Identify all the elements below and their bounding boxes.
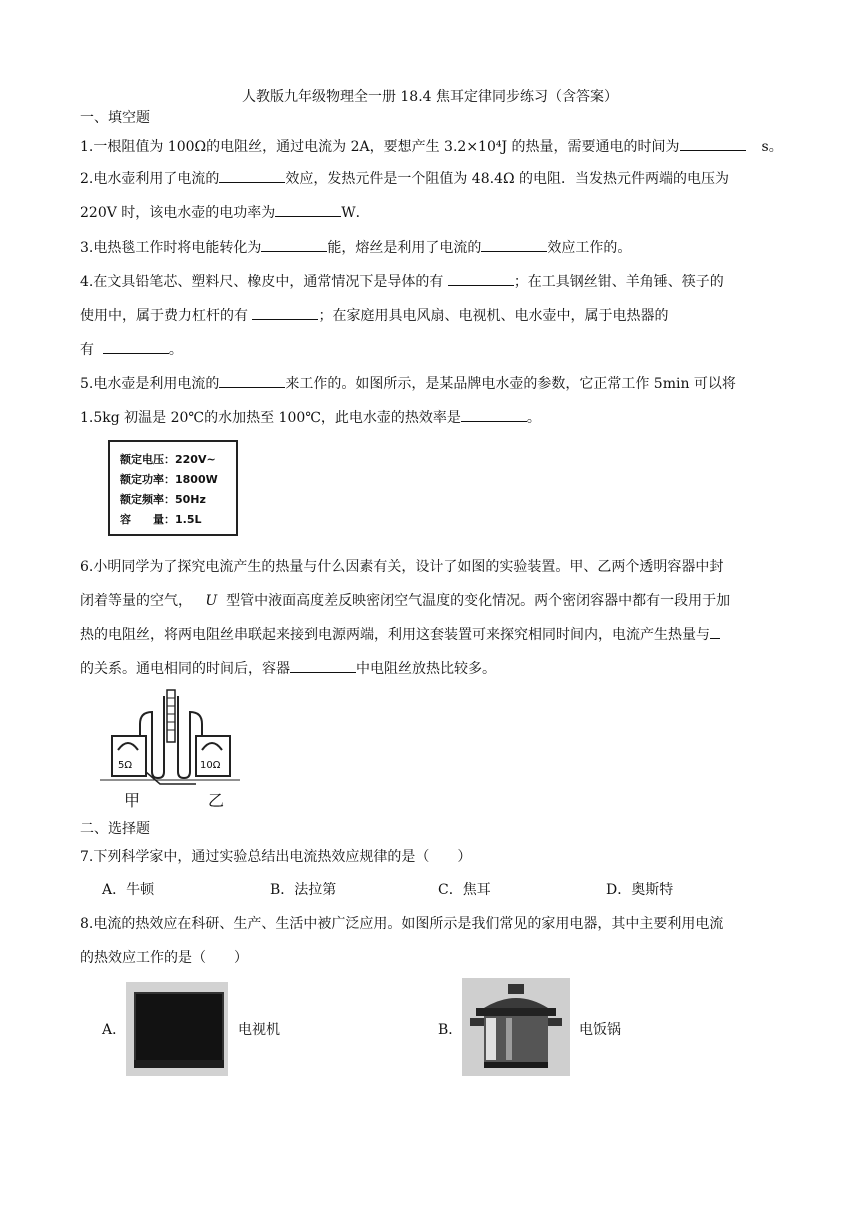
question-3 (80, 237, 780, 257)
q7-option-c[interactable]: C．焦耳 (438, 882, 491, 898)
tv-screen (134, 992, 224, 1062)
q1-unit: s。 (761, 139, 783, 155)
answer-blank (275, 202, 341, 217)
question-6-line-4 (80, 658, 780, 678)
q5-text-d: 。 (526, 410, 541, 426)
q7-option-d[interactable]: D．奥斯特 (606, 882, 674, 898)
nameplate-rows (120, 450, 218, 530)
q8-option-b-text: 电饭锅 (579, 1022, 621, 1038)
question-5-line-1 (80, 373, 780, 393)
q3-text-b: 能，熔丝是利用了电流的 (327, 240, 482, 256)
answer-blank (261, 237, 327, 252)
answer-blank (710, 624, 720, 639)
q6-text-c: 热的电阻丝，将两电阻丝串联起来接到电源两端，利用这套装置可来探究相同时间内，电流产生热量与 (80, 627, 710, 643)
question-2-line-1 (80, 168, 780, 188)
answer-blank (461, 407, 527, 422)
rice-cooker-image (462, 978, 570, 1076)
q5-text-b: 来工作的。如图所示，是某品牌电水壶的参数，它正常工作 5min 可以将 (285, 376, 736, 392)
q3-text-a: 3.电热毯工作时将电能转化为 (80, 240, 262, 256)
answer-blank (103, 339, 169, 354)
television-image (126, 982, 228, 1076)
q7-option-a[interactable]: A．牛顿 (102, 882, 155, 898)
q4-text-a: 4.在文具铅笔芯、塑料尺、橡皮中，通常情况下是导体的有 (80, 274, 444, 290)
q8-option-b[interactable]: B． (438, 1022, 463, 1038)
q5-text-a: 5.电水壶是利用电流的 (80, 376, 220, 392)
resistor-5-label: 5Ω (118, 760, 133, 771)
section-fill-blank: 一、填空题 (80, 110, 150, 126)
question-7: 7.下列科学家中，通过实验总结出电流热效应规律的是（ ） (80, 849, 472, 865)
resistor-10-label: 10Ω (200, 760, 221, 771)
q6-text-a: 6.小明同学为了探究电流产生的热量与什么因素有关，设计了如图的实验装置。甲、乙两个透明容器中封 (80, 559, 724, 575)
nameplate-row-capacity: 容 量：1.5L (120, 513, 202, 526)
q7-option-b[interactable]: B．法拉第 (270, 882, 337, 898)
q2-text-a: 2.电水壶利用了电流的 (80, 171, 220, 187)
q1-text: 1.一根阻值为 100Ω的电阻丝，通过电流为 2A，要想产生 3.2×10⁴J 的热量，需要通电的时间为 (80, 139, 680, 155)
answer-blank (219, 168, 285, 183)
answer-blank (481, 237, 547, 252)
container-yi-label: 乙 (208, 791, 225, 810)
q6-u-letter: U (205, 593, 218, 609)
section-multiple-choice: 二、选择题 (80, 821, 150, 837)
question-4-line-2 (80, 305, 780, 325)
q2-text-d: W． (341, 205, 370, 221)
nameplate-row-frequency: 额定频率：50Hz (120, 493, 206, 506)
q3-text-c: 效应工作的。 (547, 240, 632, 256)
question-8-line-1: 8.电流的热效应在科研、生产、生活中被广泛应用。如图所示是我们常见的家用电器，其中主要利用电流 (80, 916, 724, 932)
question-4-line-1 (80, 271, 780, 291)
question-8-line-2: 的热效应工作的是（ ） (80, 950, 248, 966)
q6-text-d: 的关系。通电相同的时间后，容器 (80, 661, 290, 677)
question-2-line-2 (80, 202, 780, 222)
question-4-line-3 (80, 339, 780, 359)
document-title: 人教版九年级物理全一册 18.4 焦耳定律同步练习（含答案） (241, 89, 619, 105)
nameplate-row-power: 额定功率：1800W (120, 473, 218, 486)
q4-text-e: 有 (80, 342, 94, 358)
question-1 (80, 136, 783, 156)
q8-option-a[interactable]: A． (102, 1022, 127, 1038)
question-5-line-2 (80, 407, 780, 427)
experiment-apparatus (100, 684, 240, 808)
answer-blank (680, 136, 746, 151)
q4-text-b: ；在工具钢丝钳、羊角锤、筷子的 (513, 274, 724, 290)
answer-blank (252, 305, 318, 320)
q2-text-c: 220V 时，该电水壶的电功率为 (80, 205, 276, 221)
q4-text-c: 使用中，属于费力杠杆的有 (80, 308, 248, 324)
q6-text-b: 闭着等量的空气， (80, 593, 192, 609)
question-6-line-1 (80, 556, 780, 576)
nameplate-row-voltage: 额定电压：220V~ (120, 453, 216, 466)
kettle-nameplate (108, 440, 238, 536)
answer-blank (448, 271, 514, 286)
q6-text-e: 中电阻丝放热比较多。 (356, 661, 496, 677)
q5-text-c: 1.5kg 初温是 20℃的水加热至 100℃，此电水壶的热效率是 (80, 410, 461, 426)
rice-cooker-drawing (462, 978, 570, 1076)
q4-text-d: ；在家庭用具电风扇、电视机、电水壶中，属于电热器的 (318, 308, 669, 324)
question-6-line-3 (80, 624, 780, 644)
question-6-line-2 (80, 590, 780, 610)
q6-text-b3: 型管中液面高度差反映密闭空气温度的变化情况。两个密闭容器中都有一段用于加 (226, 593, 731, 609)
tv-stand (134, 1060, 224, 1068)
q4-text-f: 。 (168, 342, 183, 358)
answer-blank (290, 658, 356, 673)
q2-text-b: 效应，发热元件是一个阻值为 48.4Ω 的电阻．当发热元件两端的电压为 (285, 171, 730, 187)
q8-option-a-text: 电视机 (238, 1022, 280, 1038)
answer-blank (219, 373, 285, 388)
container-jia-label: 甲 (124, 791, 141, 810)
